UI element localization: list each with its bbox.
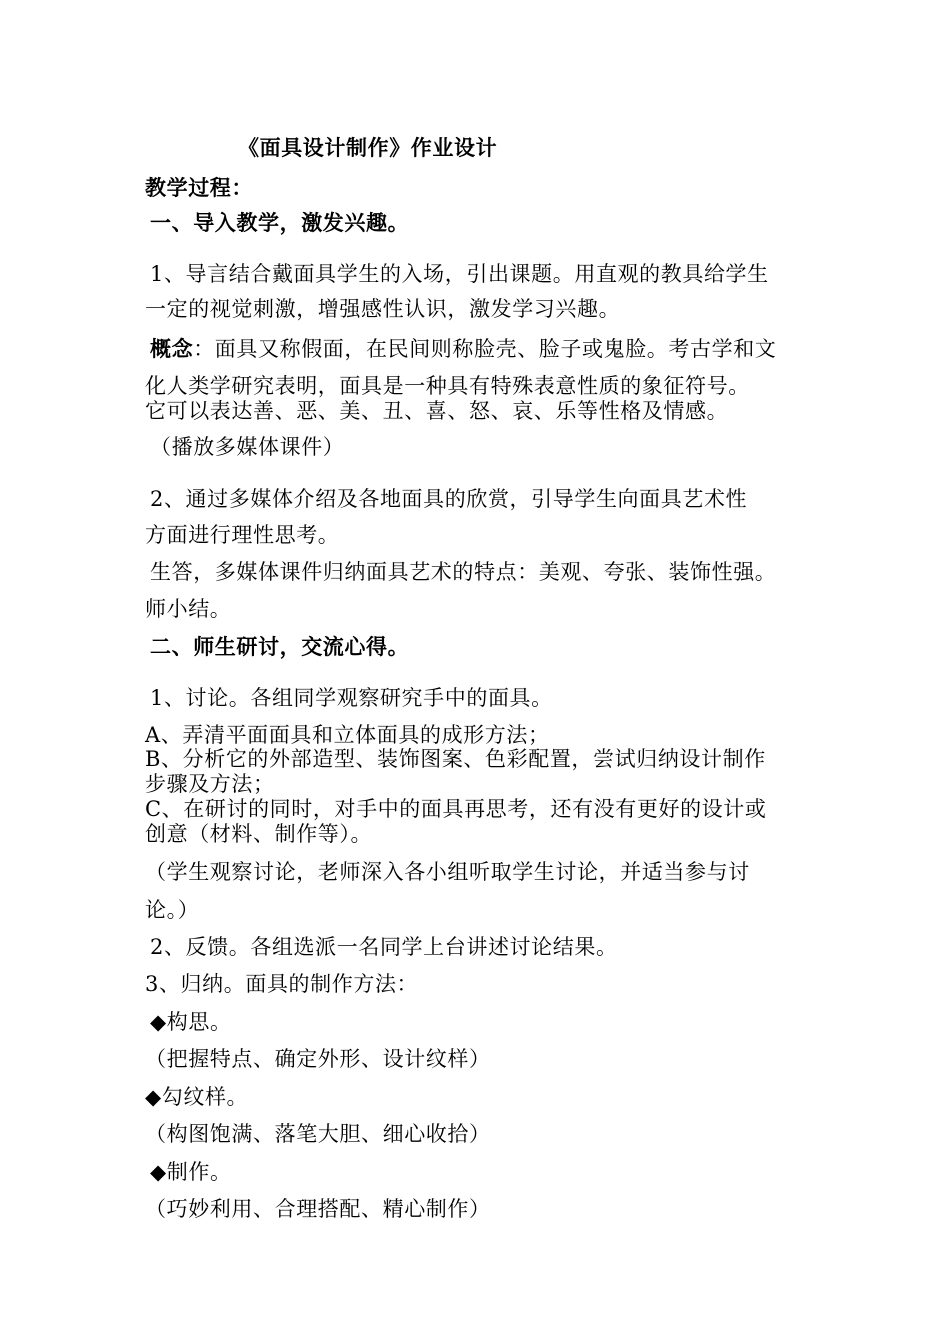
item-b-line2: 步骤及方法； (145, 772, 275, 796)
step2-note: （构图饱满、落笔大胆、细心收拾） (145, 1122, 491, 1146)
step3-note: （巧妙利用、合理搭配、精心制作） (145, 1197, 491, 1221)
summary-line: 3、归纳。面具的制作方法： (145, 972, 419, 996)
section1-heading: 一、导入教学，激发兴趣。 (150, 210, 410, 235)
concept-label: 概念 (150, 336, 194, 361)
item-c-line2: 创意（材料、制作等）。 (145, 822, 373, 846)
discuss-line: 1、讨论。各组同学观察研究手中的面具。 (150, 686, 553, 710)
answer-line2: 师小结。 (145, 597, 232, 621)
document-title: 《面具设计制作》作业设计 (238, 135, 498, 160)
section1-p2-line1: 2、通过多媒体介绍及各地面具的欣赏，引导学生向面具艺术性 (150, 487, 748, 511)
item-a: A、弄清平面面具和立体面具的成形方法； (145, 723, 550, 747)
section2-heading: 二、师生研讨，交流心得。 (150, 634, 410, 659)
observe-line2: 论。） (145, 898, 200, 922)
item-b-line1: B、分析它的外部造型、装饰图案、色彩配置，尝试归纳设计制作 (145, 747, 766, 771)
step1: ◆构思。 (150, 1010, 232, 1034)
feedback-line: 2、反馈。各组选派一名同学上台讲述讨论结果。 (150, 935, 618, 959)
section1-p1-line1: 1、导言结合戴面具学生的入场，引出课题。用直观的教具给学生 (150, 262, 769, 286)
step2: ◆勾纹样。 (145, 1085, 249, 1109)
concept-line1: 概念：面具又称假面，在民间则称脸壳、脸子或鬼脸。考古学和文 (150, 336, 777, 361)
section1-p2-line2: 方面进行理性思考。 (145, 523, 340, 547)
process-heading: 教学过程： (145, 175, 253, 200)
step1-note: （把握特点、确定外形、设计纹样） (145, 1047, 491, 1071)
step3: ◆制作。 (150, 1160, 232, 1184)
item-c-line1: C、在研讨的同时，对手中的面具再思考，还有没有更好的设计或 (145, 797, 767, 821)
concept-line3: 它可以表达善、恶、美、丑、喜、怒、哀、乐等性格及情感。 (145, 399, 729, 423)
section1-p1-line2: 一定的视觉刺激，增强感性认识，激发学习兴趣。 (145, 297, 621, 321)
observe-line1: （学生观察讨论，老师深入各小组听取学生讨论，并适当参与讨 (145, 860, 750, 884)
play-note: （播放多媒体课件） (150, 435, 345, 459)
answer-line1: 生答，多媒体课件归纳面具艺术的特点：美观、夸张、装饰性强。 (150, 560, 777, 584)
concept-line2: 化人类学研究表明，面具是一种具有特殊表意性质的象征符号。 (145, 374, 750, 398)
